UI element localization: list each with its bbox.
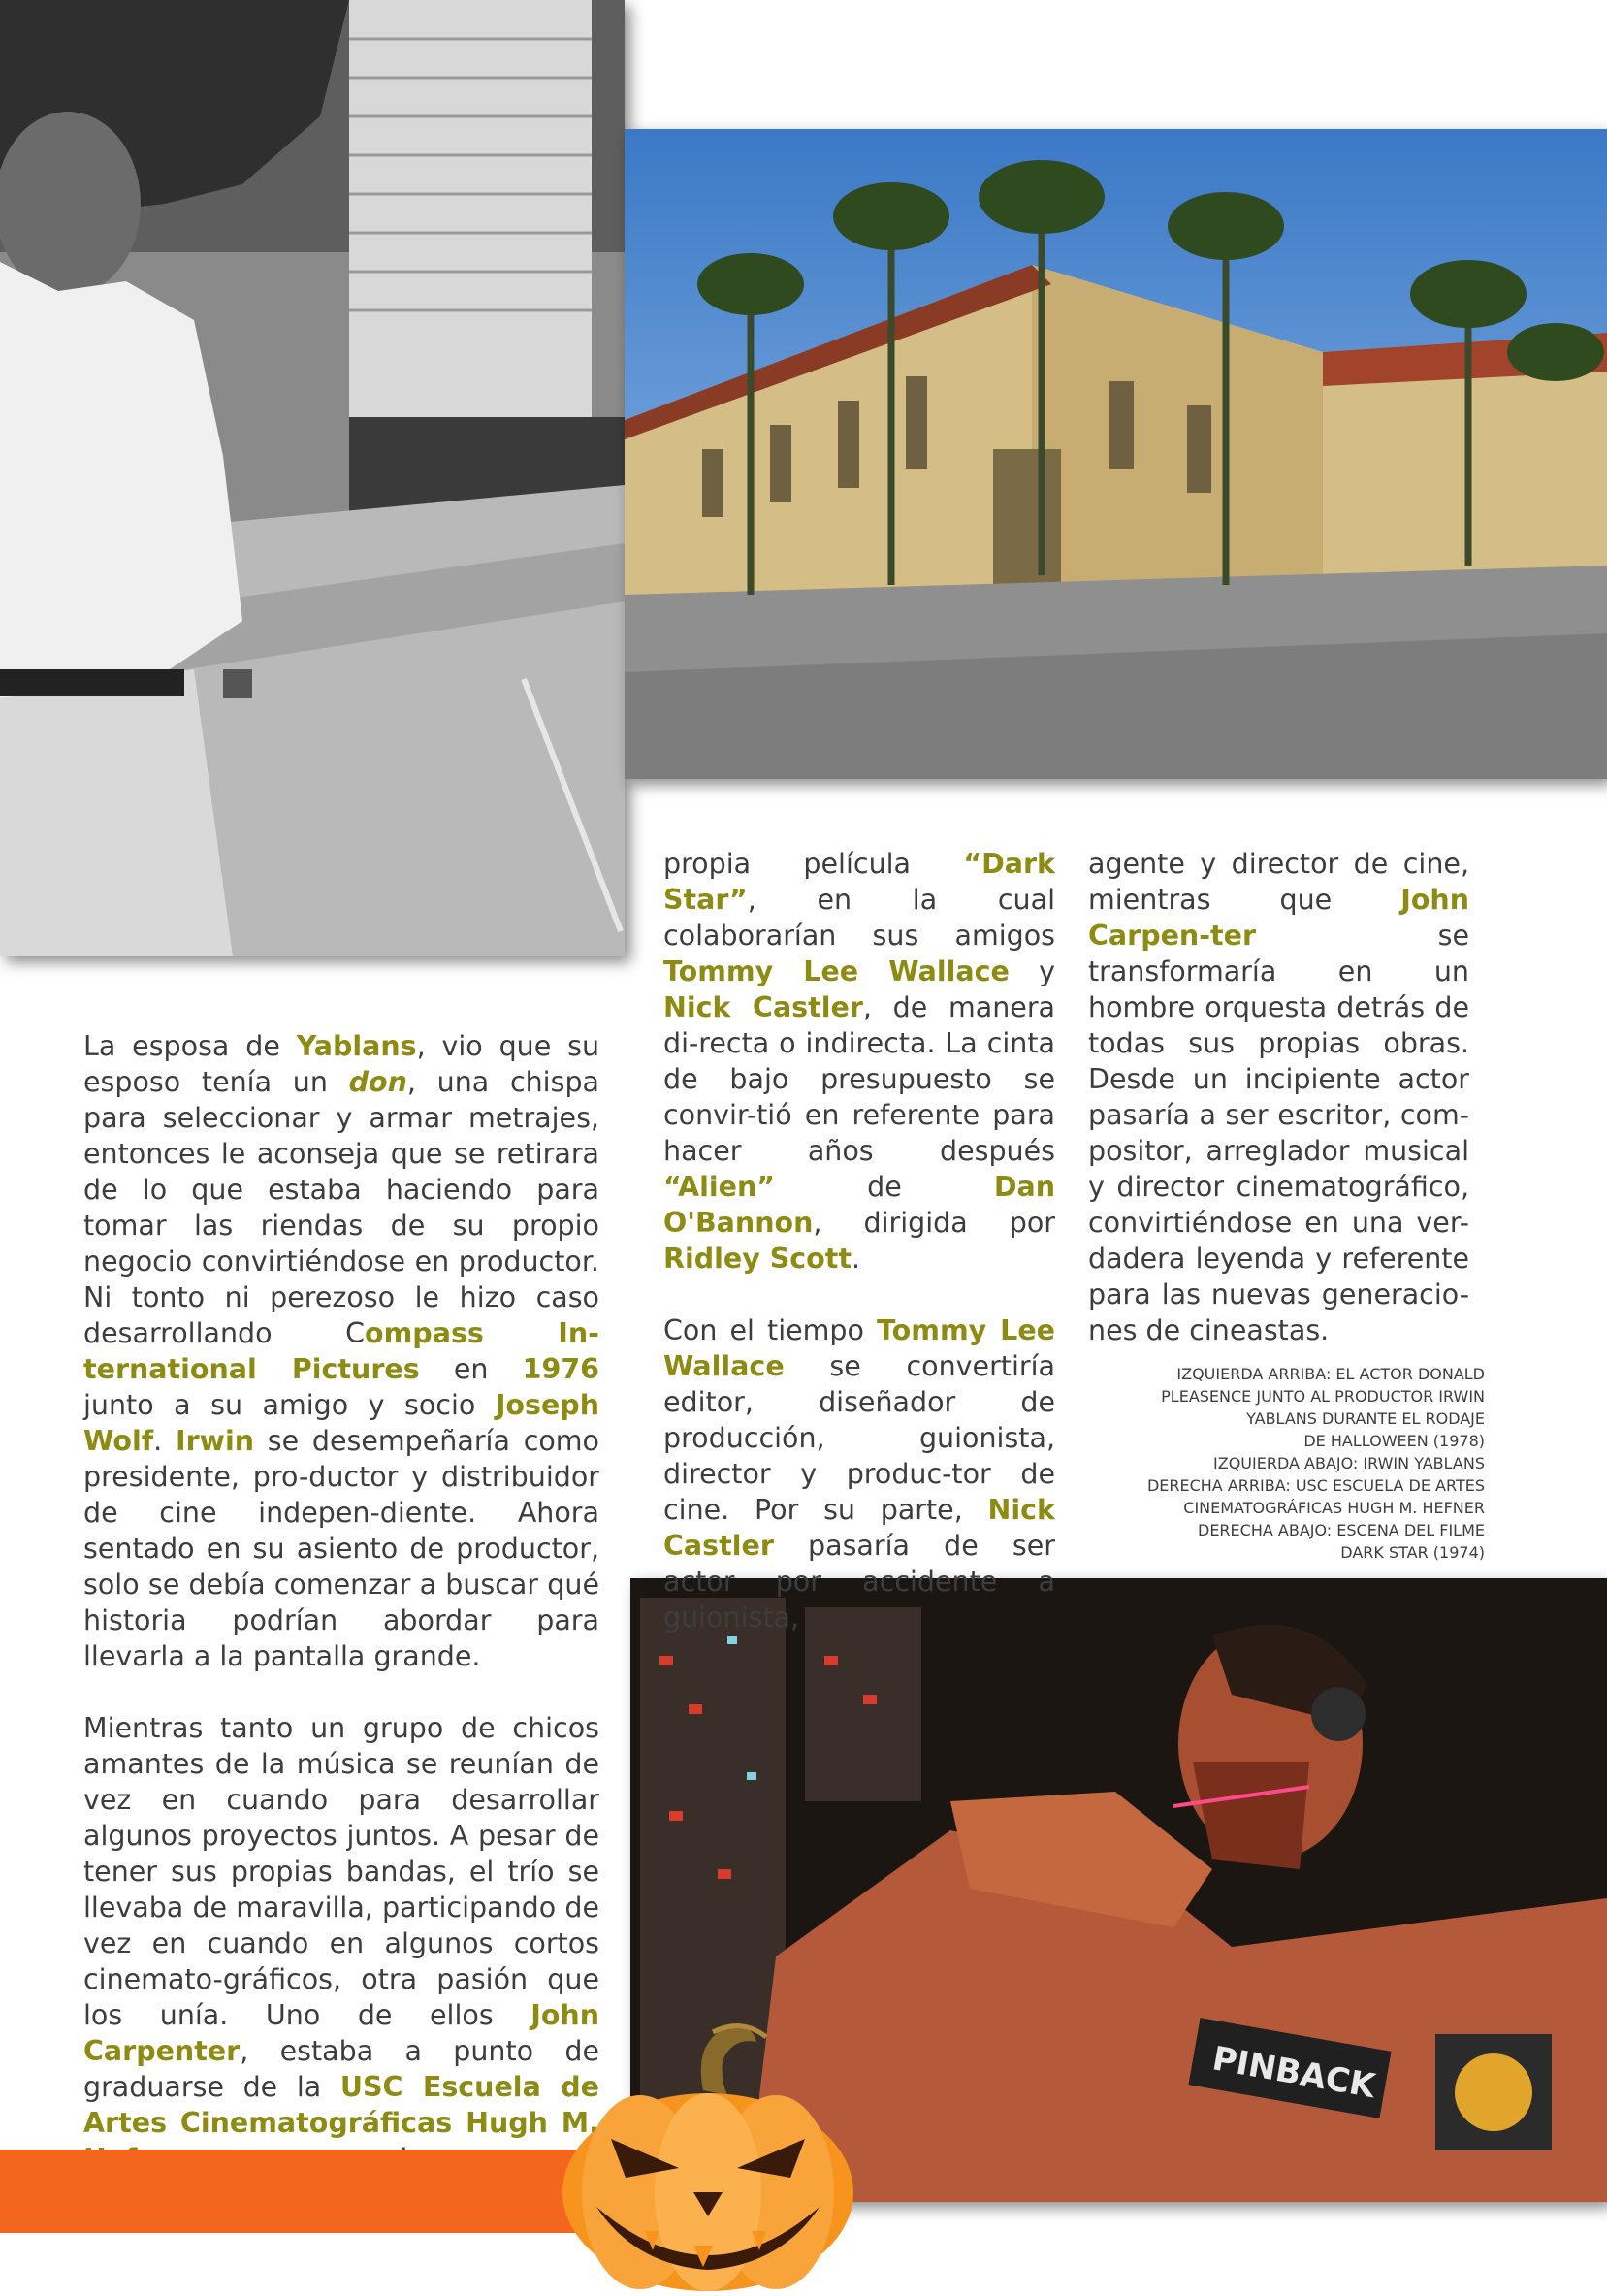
- highlighted-term: Tommy Lee Wallace: [663, 955, 1010, 987]
- paragraph-wallace-castler: Con el tiempo Tommy Lee Wallace se convertiría editor, diseñador de producción, guionista, director y produc-tor de cine. Por su parte, Nick Castler pasaría de ser actor por accidente a guionista,: [663, 1314, 1056, 1633]
- highlighted-term: Nick Castler: [663, 991, 863, 1023]
- highlighted-term: ompass In-ternational Pictures: [83, 1317, 599, 1385]
- highlighted-term: USC Escuela de Artes Cinematográficas Hugh M.: [83, 2071, 599, 2139]
- footer-accent-bar: [0, 2150, 630, 2233]
- highlighted-term: 1976: [522, 1353, 599, 1385]
- caption-line: YABLANS DURANTE EL RODAJE: [1246, 1409, 1485, 1428]
- caption-line: DE HALLOWEEN (1978): [1303, 1432, 1485, 1450]
- caption-line: PLEASENCE JUNTO AL PRODUCTOR IRWIN: [1161, 1387, 1485, 1406]
- highlighted-term: Irwin: [175, 1425, 255, 1457]
- article-column-2: [663, 846, 1055, 1635]
- caption-line: DERECHA ARRIBA: USC ESCUELA DE ARTES: [1146, 1476, 1485, 1495]
- caption-line: IZQUIERDA ABAJO: IRWIN YABLANS: [1213, 1454, 1485, 1472]
- highlighted-term: don: [348, 1066, 407, 1098]
- highlighted-term: Joseph Wolf: [83, 1389, 599, 1457]
- caption-line: CINEMATOGRÁFICAS HUGH M. HEFNER: [1183, 1499, 1485, 1517]
- paragraph-dark-star: propia película “Dark Star”, en la cual colaborarían sus amigos Tommy Lee Wallace y Nick Castler, de manera di-recta o indirecta. La cinta de bajo presupuesto se convir-tió en referente para hacer años después “Alien” de Dan O'Bannon, dirigida por Ridley Scott.: [663, 848, 1056, 1275]
- paragraph-carpenter: agente y director de cine, mientras que John Carpen-ter se transformaría en un hombre orquesta detrás de todas sus propias obras. Desde un incipiente actor pasaría a ser escritor, com-positor, arreglador musical y director cinematográfico, convirtiéndose en una ver-dadera leyenda y referente para las nuevas generacio-nes de cineastas.: [1088, 848, 1469, 1346]
- jack-o-lantern-icon: [558, 2022, 858, 2292]
- photo-captions: [1077, 1363, 1485, 1564]
- caption-line: DARK STAR (1974): [1340, 1543, 1485, 1562]
- paragraph-yablans-wife: La esposa de Yablans, vio que su esposo tenía un don, una chispa para seleccionar y armar metrajes, entonces le aconseja que se retirara de lo que estaba haciendo para tomar las riendas de su propio negocio convirtiéndose en productor. Ni tonto ni perezoso le hizo caso desarrollando Compass In-ternational Pictures en 1976 junto a su amigo y socio Joseph Wolf. Irwin se desempeñaría como presidente, pro-ductor y distribuidor de cine indepen-diente. Ahora sentado en su asiento de productor, solo se debía comenzar a buscar qué historia podrían abordar para llevarla a la pantalla grande.: [83, 1030, 600, 1672]
- highlighted-term: John Carpenter: [83, 1999, 599, 2067]
- highlighted-term: Nick Castler: [663, 1494, 1055, 1562]
- article-column-3: [1088, 846, 1469, 1348]
- caption-line: IZQUIERDA ARRIBA: EL ACTOR DONALD: [1176, 1365, 1485, 1383]
- article-column-1: [83, 1028, 599, 2213]
- highlighted-term: Tommy Lee Wallace: [663, 1314, 1056, 1382]
- pinback-patch-text: PINBACK: [1209, 2039, 1378, 2107]
- highlighted-term: Ridley Scott: [663, 1243, 852, 1275]
- caption-line: DERECHA ABAJO: ESCENA DEL FILME: [1198, 1521, 1485, 1539]
- photo-usc-school-building: [625, 129, 1607, 779]
- highlighted-term: “Alien”: [663, 1171, 776, 1203]
- highlighted-term: Dan O'Bannon: [663, 1171, 1055, 1239]
- highlighted-term: John Carpen-ter: [1088, 884, 1469, 952]
- paragraph-music-friends: Mientras tanto un grupo de chicos amantes de la música se reunían de vez en cuando para desarrollar algunos proyectos juntos. A pesar de tener sus propias bandas, el trío se llevaba de maravilla, participando de vez en cuando en algunos cortos cinemato-gráficos, otra pasión que los unía. Uno de ellos John Carpenter, estaba a punto de graduarse de la USC Escuela de Artes Cinematográficas Hugh M.: [83, 1710, 599, 2213]
- highlighted-term: “Dark Star”: [663, 848, 1055, 916]
- photo-irwin-yablans: [0, 0, 625, 956]
- highlighted-term: Yablans: [296, 1030, 417, 1062]
